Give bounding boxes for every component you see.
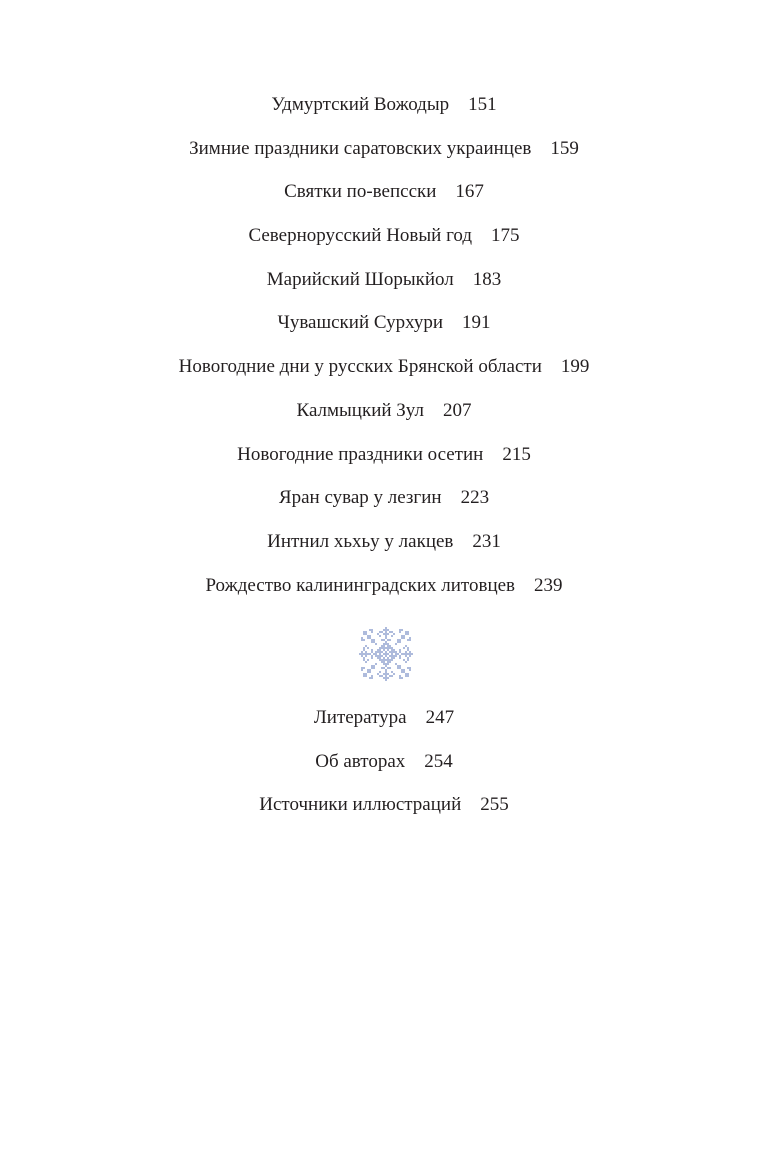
ornament-stitch [385, 631, 387, 633]
ornament-stitch [389, 631, 391, 633]
ornament-stitch [369, 637, 371, 639]
toc-entry-title: Марийский Шорыкйол [266, 268, 454, 290]
ornament-stitch [399, 675, 401, 677]
ornament-stitch [387, 645, 389, 647]
ornament-stitch [387, 649, 389, 651]
ornament-stitch [379, 635, 381, 637]
ornament-stitch [375, 643, 377, 645]
ornament-stitch [395, 651, 397, 653]
ornament-stitch [361, 639, 363, 641]
ornament-stitch [401, 677, 403, 679]
ornament-stitch [365, 653, 367, 655]
ornament-stitch [371, 639, 373, 641]
ornament-stitch [387, 657, 389, 659]
ornament-stitch [385, 655, 387, 657]
ornament-stitch [381, 661, 383, 663]
ornament-stitch [399, 667, 401, 669]
ornament-stitch [381, 645, 383, 647]
ornament-stitch [383, 633, 385, 635]
ornament-stitch [395, 663, 397, 665]
ornament-stitch [379, 651, 381, 653]
ornament-stitch [399, 677, 401, 679]
toc-entry[interactable] [0, 308, 768, 352]
ornament-stitch [367, 653, 369, 655]
ornament-stitch [401, 637, 403, 639]
toc-entry-title: Зимние праздники саратовских украинцев [189, 137, 532, 159]
ornament-stitch [379, 655, 381, 657]
ornament-stitch [407, 653, 409, 655]
ornament-stitch [383, 639, 385, 641]
ornament-stitch [385, 635, 387, 637]
toc-entry[interactable] [0, 571, 768, 615]
ornament-stitch [367, 637, 369, 639]
ornament-stitch [361, 655, 363, 657]
ornament-pattern [359, 627, 413, 681]
ornament-stitch [409, 637, 411, 639]
ornament-stitch [387, 633, 389, 635]
ornament-stitch [389, 639, 391, 641]
ornament-stitch [393, 657, 395, 659]
ornament-stitch [377, 673, 379, 675]
ornament-stitch [381, 651, 383, 653]
ornament-stitch [379, 657, 381, 659]
ornament-stitch [397, 667, 399, 669]
toc-entry-title: Калмыцкий Зул [296, 399, 424, 421]
ornament-stitch [371, 667, 373, 669]
ornament-stitch [399, 639, 401, 641]
ornament-stitch [391, 649, 393, 651]
ornament-stitch [407, 631, 409, 633]
ornament-stitch [363, 631, 365, 633]
ornament-stitch [403, 669, 405, 671]
ornament-stitch [381, 667, 383, 669]
ornament-stitch [399, 631, 401, 633]
ornament-stitch [363, 647, 365, 649]
ornament-stitch [391, 671, 393, 673]
ornament-stitch [407, 647, 409, 649]
ornament-stitch [367, 647, 369, 649]
ornament-stitch [377, 633, 379, 635]
ornament-stitch [371, 651, 373, 653]
toc-entry-page: 183 [472, 268, 502, 290]
ornament-stitch [381, 675, 383, 677]
ornament-stitch [365, 673, 367, 675]
ornament-stitch [375, 653, 377, 655]
ornament-stitch [381, 639, 383, 641]
ornament-stitch [399, 651, 401, 653]
ornament-stitch [409, 639, 411, 641]
ornament-stitch [383, 677, 385, 679]
ornament-stitch [409, 653, 411, 655]
toc-entry-page: 191 [462, 312, 491, 334]
ornament-stitch [383, 661, 385, 663]
ornament-stitch [383, 643, 385, 645]
ornament-stitch [371, 675, 373, 677]
ornament-stitch [403, 671, 405, 673]
ornament-stitch [363, 657, 365, 659]
ornament-stitch [385, 629, 387, 631]
ornament-stitch [377, 655, 379, 657]
ornament-stitch [407, 667, 409, 669]
ornament-stitch [377, 649, 379, 651]
ornament-stitch [385, 671, 387, 673]
ornament-stitch [405, 631, 407, 633]
ornament-stitch [399, 641, 401, 643]
toc-entry-title: Интнил хьхьу у лакцев [267, 530, 454, 552]
toc-entry[interactable] [0, 352, 768, 396]
ornament-stitch [407, 673, 409, 675]
toc-entry-title: Новогодние праздники осетин [237, 443, 484, 465]
toc-entry-title: Севернорусский Новый год [248, 225, 473, 247]
ornament-stitch [369, 635, 371, 637]
toc-entry-title: Чувашский Сурхури [277, 312, 444, 334]
ornament-stitch [405, 655, 407, 657]
ornament-stitch [371, 677, 373, 679]
ornament-stitch [395, 655, 397, 657]
toc-entry-title: Литература [313, 707, 407, 728]
snowflake-ornament-icon [359, 627, 413, 681]
ornament-stitch [389, 675, 391, 677]
ornament-stitch [385, 677, 387, 679]
ornament-stitch [385, 627, 387, 629]
ornament-stitch [403, 647, 405, 649]
ornament-stitch [385, 647, 387, 649]
ornament-stitch [361, 669, 363, 671]
ornament-stitch [385, 675, 387, 677]
ornament-stitch [371, 655, 373, 657]
ornament-stitch [373, 667, 375, 669]
ornament-stitch [411, 653, 413, 655]
ornament-stitch [367, 669, 369, 671]
ornament-stitch [389, 651, 391, 653]
toc-entry-page: 199 [560, 356, 590, 378]
ornament-stitch [405, 673, 407, 675]
toc-entry[interactable] [0, 265, 768, 309]
toc-entry-page: 239 [534, 574, 563, 596]
ornament-stitch [377, 657, 379, 659]
ornament-stitch [387, 661, 389, 663]
ornament-stitch [373, 665, 375, 667]
ornament-stitch [383, 645, 385, 647]
toc-entry[interactable] [0, 703, 768, 747]
ornament-stitch [379, 631, 381, 633]
ornament-stitch [361, 637, 363, 639]
ornament-stitch [381, 631, 383, 633]
ornament-stitch [373, 653, 375, 655]
toc-entry-page: 247 [425, 707, 455, 728]
ornament-stitch [385, 673, 387, 675]
ornament-stitch [405, 645, 407, 647]
ornament-stitch [379, 659, 381, 661]
toc-entry-title: Яран сувар у лезгин [278, 487, 442, 509]
ornament-stitch [393, 649, 395, 651]
toc-entry-page: 167 [455, 181, 484, 203]
ornament-stitch [393, 633, 395, 635]
ornament-stitch [369, 677, 371, 679]
ornament-stitch [369, 671, 371, 673]
ornament-stitch [377, 651, 379, 653]
ornament-stitch [361, 651, 363, 653]
toc-entry-title: Новогодние дни у русских Брянской области [178, 356, 542, 378]
ornament-stitch [405, 633, 407, 635]
ornament-stitch [393, 651, 395, 653]
ornament-stitch [379, 647, 381, 649]
ornament-stitch [397, 665, 399, 667]
ornament-stitch [367, 659, 369, 661]
ornament-stitch [381, 659, 383, 661]
ornament-stitch [371, 665, 373, 667]
ornament-stitch [363, 633, 365, 635]
toc-entry[interactable] [0, 221, 768, 265]
ornament-stitch [383, 647, 385, 649]
ornament-stitch [385, 651, 387, 653]
table-of-contents-back-matter [0, 703, 768, 834]
ornament-stitch [363, 639, 365, 641]
toc-entry-page: 255 [480, 794, 509, 816]
toc-entry-title: Об авторах [315, 750, 406, 772]
ornament-stitch [401, 653, 403, 655]
ornament-stitch [375, 663, 377, 665]
ornament-stitch [405, 675, 407, 677]
ornament-stitch [369, 669, 371, 671]
ornament-stitch [397, 653, 399, 655]
ornament-stitch [385, 663, 387, 665]
ornament-stitch [401, 635, 403, 637]
ornament-stitch [407, 633, 409, 635]
toc-entry-title: Удмуртский Вожодыр [271, 94, 450, 115]
toc-entry-title: Источники иллюстраций [259, 794, 462, 816]
ornament-stitch [383, 659, 385, 661]
ornament-stitch [365, 645, 367, 647]
ornament-stitch [407, 639, 409, 641]
ornament-stitch [385, 679, 387, 681]
ornament-stitch [391, 651, 393, 653]
ornament-stitch [389, 645, 391, 647]
ornament-stitch [365, 661, 367, 663]
ornament-stitch [399, 665, 401, 667]
ornament-stitch [373, 641, 375, 643]
ornament-stitch [365, 631, 367, 633]
toc-entry[interactable] [0, 90, 768, 134]
ornament-stitch [387, 677, 389, 679]
ornament-stitch [405, 661, 407, 663]
ornament-stitch [391, 655, 393, 657]
ornament-stitch [367, 635, 369, 637]
ornament-stitch [407, 659, 409, 661]
ornament-stitch [365, 651, 367, 653]
ornament-stitch [391, 659, 393, 661]
ornament-stitch [365, 675, 367, 677]
toc-entry[interactable] [0, 483, 768, 527]
ornament-stitch [379, 675, 381, 677]
ornament-stitch [375, 655, 377, 657]
toc-entry-page: 207 [442, 399, 472, 421]
ornament-stitch [399, 655, 401, 657]
ornament-stitch [385, 637, 387, 639]
ornament-stitch [395, 653, 397, 655]
ornament-stitch [387, 673, 389, 675]
toc-entry-page: 231 [472, 530, 501, 552]
ornament-stitch [409, 651, 411, 653]
ornament-stitch [401, 669, 403, 671]
ornament-stitch [389, 661, 391, 663]
ornament-stitch [405, 651, 407, 653]
ornament-stitch [403, 637, 405, 639]
ornament-stitch [391, 653, 393, 655]
ornament-stitch [409, 655, 411, 657]
ornament-stitch [407, 649, 409, 651]
ornament-stitch [403, 659, 405, 661]
ornament-stitch [381, 655, 383, 657]
ornament-stitch [371, 657, 373, 659]
ornament-stitch [383, 667, 385, 669]
ornament-stitch [371, 641, 373, 643]
ornament-stitch [389, 655, 391, 657]
toc-entry[interactable] [0, 134, 768, 178]
ornament-stitch [363, 659, 365, 661]
toc-entry[interactable] [0, 177, 768, 221]
ornament-stitch [389, 659, 391, 661]
ornament-stitch [389, 667, 391, 669]
table-of-contents-main [0, 90, 768, 614]
ornament-stitch [403, 635, 405, 637]
toc-entry[interactable] [0, 440, 768, 484]
ornament-stitch [383, 663, 385, 665]
ornament-stitch [383, 653, 385, 655]
ornament-stitch [379, 671, 381, 673]
toc-entry-page: 151 [468, 94, 497, 115]
ornament-stitch [399, 629, 401, 631]
ornament-stitch [361, 667, 363, 669]
toc-entry-page: 254 [424, 750, 453, 772]
toc-entry-page: 223 [460, 487, 490, 509]
toc-entry[interactable] [0, 747, 768, 791]
ornament-stitch [393, 673, 395, 675]
ornament-stitch [365, 655, 367, 657]
ornament-stitch [387, 629, 389, 631]
ornament-stitch [397, 639, 399, 641]
ornament-stitch [363, 673, 365, 675]
toc-entry-page: 175 [491, 225, 520, 247]
ornament-stitch [383, 649, 385, 651]
ornament-stitch [387, 667, 389, 669]
ornament-stitch [391, 657, 393, 659]
ornament-stitch [385, 641, 387, 643]
ornament-stitch [391, 647, 393, 649]
toc-entry[interactable] [0, 790, 768, 834]
toc-entry-page: 215 [502, 443, 531, 465]
ornament-stitch [387, 653, 389, 655]
ornament-stitch [387, 663, 389, 665]
ornament-stitch [401, 629, 403, 631]
ornament-stitch [387, 643, 389, 645]
ornament-stitch [379, 649, 381, 651]
ornament-stitch [387, 639, 389, 641]
ornament-stitch [385, 653, 387, 655]
ornament-stitch [399, 657, 401, 659]
ornament-stitch [361, 653, 363, 655]
ornament-stitch [381, 647, 383, 649]
ornament-stitch [387, 647, 389, 649]
ornament-stitch [363, 675, 365, 677]
ornament-stitch [379, 653, 381, 655]
ornament-stitch [389, 647, 391, 649]
ornament-stitch [387, 659, 389, 661]
ornament-stitch [383, 629, 385, 631]
ornament-stitch [363, 667, 365, 669]
ornament-stitch [385, 659, 387, 661]
ornament-stitch [401, 671, 403, 673]
ornament-stitch [373, 639, 375, 641]
ornament-stitch [365, 633, 367, 635]
ornament-stitch [395, 643, 397, 645]
ornament-stitch [375, 651, 377, 653]
toc-entry-title: Святки по-вепсски [284, 181, 437, 203]
ornament-stitch [369, 653, 371, 655]
ornament-stitch [385, 669, 387, 671]
ornament-stitch [399, 649, 401, 651]
ornament-stitch [359, 653, 361, 655]
ornament-stitch [407, 657, 409, 659]
ornament-stitch [405, 653, 407, 655]
ornament-stitch [385, 643, 387, 645]
ornament-stitch [383, 673, 385, 675]
ornament-stitch [393, 655, 395, 657]
ornament-stitch [363, 653, 365, 655]
ornament-stitch [369, 629, 371, 631]
ornament-stitch [385, 665, 387, 667]
ornament-stitch [397, 641, 399, 643]
ornament-stitch [383, 657, 385, 659]
ornament-stitch [409, 669, 411, 671]
toc-entry-title: Рождество калининградских литовцев [205, 574, 516, 596]
ornament-stitch [371, 629, 373, 631]
ornament-stitch [409, 667, 411, 669]
ornament-stitch [385, 633, 387, 635]
toc-entry[interactable] [0, 527, 768, 571]
ornament-stitch [391, 631, 393, 633]
toc-entry[interactable] [0, 396, 768, 440]
ornament-stitch [371, 631, 373, 633]
ornament-stitch [403, 653, 405, 655]
ornament-stitch [391, 635, 393, 637]
ornament-stitch [371, 649, 373, 651]
ornament-stitch [391, 675, 393, 677]
ornament-stitch [363, 649, 365, 651]
toc-entry-page: 159 [550, 137, 579, 159]
ornament-stitch [367, 671, 369, 673]
ornament-stitch [407, 675, 409, 677]
